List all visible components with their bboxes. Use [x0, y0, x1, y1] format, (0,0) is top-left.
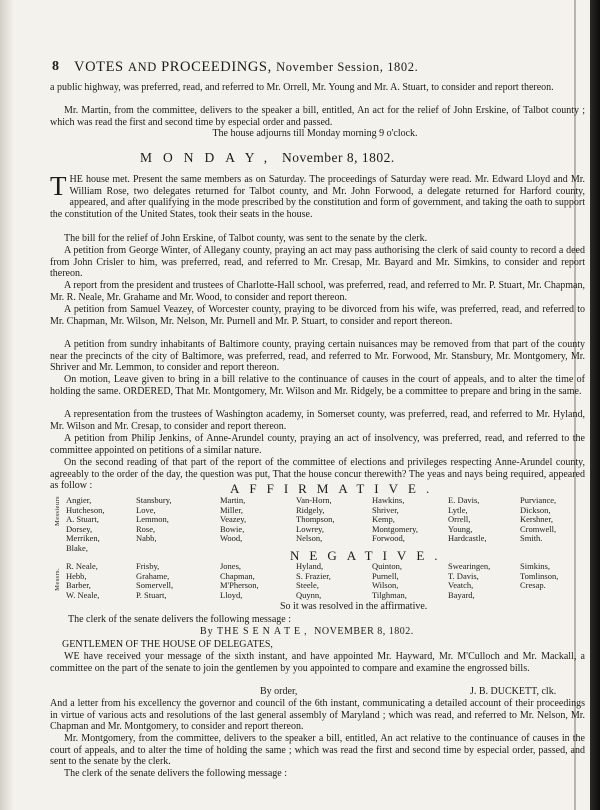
negative-member-name: Barber,: [66, 580, 91, 591]
affirmative-member-name: Orrell,: [448, 514, 471, 525]
negative-member-name: Somervell,: [136, 580, 174, 591]
affirmative-member-name: Dickson,: [520, 504, 551, 515]
page-gutter-shadow: [0, 0, 14, 810]
negative-member-name: Purnell,: [372, 570, 399, 581]
running-head-session: November Session, 1802.: [276, 60, 419, 74]
affirmative-member-name: E. Davis,: [448, 495, 480, 505]
affirmative-member-name: Cromwell,: [520, 523, 557, 534]
affirmative-member-name: Hutcheson,: [66, 504, 105, 515]
negative-column: [220, 562, 259, 600]
affirmative-member-name: Lemmon,: [136, 514, 169, 525]
body-paragraph-10: On the second reading of that part of the report of the committee of elections and privileges respecting Anne-Arundel county, agreeably to the order of the day, the question was put, That the house concur therewith? The yeas and nays being required, appeared as follow :: [50, 457, 585, 492]
day-heading: [140, 150, 395, 166]
messrs-label: Messrs.: [54, 568, 61, 591]
affirmative-member-name: Merriken,: [66, 533, 100, 544]
negative-column: [296, 562, 331, 600]
body-paragraph-2: The bill for the relief of John Erskine, of Talbot county, was sent to the senate by the clerk.: [64, 233, 428, 244]
affirmative-member-name: Kemp,: [372, 514, 395, 525]
affirmative-column: [448, 496, 486, 544]
affirmative-column: [136, 496, 172, 544]
affirmative-member-name: Nabb,: [136, 533, 157, 544]
affirmative-member-name: Lytle,: [448, 504, 468, 515]
body-paragraph-1-text: HE house met. Present the same members as on Saturday. The proceedings of Saturday were read. Mr. Edward Lloyd and Mr. William Rose, two delegates returned for Talbot county, and Mr. John Forwood, a delegate returned for Harford county, appeared, and after qualifying in the mode prescribed by the constitution and form of government, and taking the oath to support the constitution of the United States, took their seats in the house.: [50, 174, 585, 220]
affirmative-member-name: Dorsey,: [66, 523, 93, 534]
negative-member-name: P. Stuart,: [136, 589, 167, 600]
negative-member-name: Quinton,: [372, 561, 402, 571]
negative-column: [66, 562, 99, 600]
day-heading-date: November 8, 1802.: [282, 150, 395, 165]
affirmative-member-name: Ridgely,: [296, 504, 325, 515]
body-paragraph-1: [50, 174, 585, 220]
affirmative-member-name: Forwood,: [372, 533, 405, 544]
affirmative-member-name: Martin,: [220, 495, 246, 505]
negative-member-name: W. Neale,: [66, 589, 100, 600]
negative-member-name: Bayard,: [448, 589, 475, 600]
negative-member-name: Veatch,: [448, 580, 474, 591]
affirmative-member-name: Wood,: [220, 533, 243, 544]
opening-paragraph-2: Mr. Martin, from the committee, delivers to the speaker a bill, entitled, An act for the relief of John Erskine, of Talbot county ; which was read the first and second time by especial order and passed.: [50, 105, 585, 128]
body-paragraph-5: A petition from Samuel Veazey, of Worcester county, praying to be divorced from his wife, was preferred, read, and referred to Mr. Chapman, Mr. Wilson, Mr. Nelson, Mr. Purnell and Mr. P. Stuart, to consider and report thereon.: [50, 304, 585, 327]
affirmative-member-name: Montgomery,: [372, 523, 418, 534]
negative-member-name: S. Frazier,: [296, 570, 331, 581]
affirmative-member-name: Nelson,: [296, 533, 323, 544]
negative-member-name: R. Neale,: [66, 561, 98, 571]
negative-member-name: Wilson,: [372, 580, 399, 591]
page-number: 8: [52, 59, 59, 74]
negative-member-name: Tomlinson,: [520, 570, 559, 581]
affirmative-member-name: Veazey,: [220, 514, 247, 525]
running-head-votes: VOTES: [74, 59, 124, 75]
negative-member-name: Frisby,: [136, 561, 160, 571]
vote-result: So it was resolved in the affirmative.: [280, 601, 428, 612]
negative-member-name: Chapman,: [220, 570, 255, 581]
affirmative-member-name: Kershner,: [520, 514, 553, 525]
negative-column: [520, 562, 558, 591]
affirmative-column: [520, 496, 556, 544]
drop-cap: T: [50, 174, 67, 201]
messieurs-label: Messieurs: [54, 496, 61, 526]
affirmative-member-name: Thompson,: [296, 514, 335, 525]
negative-member-name: Steele,: [296, 580, 319, 591]
body-paragraph-9: A petition from Philip Jenkins, of Anne-Arundel county, praying an act of insolvency, was preferred, read, and referred to the committee appointed on petitions of a similar nature.: [50, 433, 585, 456]
body-paragraph-4: A report from the president and trustees of Charlotte-Hall school, was preferred, read, and referred to Mr. P. Stuart, Mr. Chapman, Mr. R. Neale, Mr. Grahame and Mr. Wood, to consider and report thereon.: [50, 280, 585, 303]
negative-heading: NEGATIVE.: [290, 548, 448, 563]
running-head: [74, 59, 554, 76]
affirmative-column: [296, 496, 335, 544]
affirmative-member-name: Shriver,: [372, 504, 399, 515]
affirmative-member-name: A. Stuart,: [66, 514, 99, 525]
affirmative-member-name: Stansbury,: [136, 495, 172, 505]
body-paragraph-3: A petition from George Winter, of Allegany county, praying an act may pass authorising the clerk of said county to record a deed from John Crisler to him, was preferred, read, and referred to Mr. Cresap, Mr. Bayard and Mr. Simkins, to consider and report thereon.: [50, 245, 585, 280]
negative-member-name: Swearingen,: [448, 561, 491, 571]
negative-member-name: Simkins,: [520, 561, 550, 571]
by-order: By order,: [260, 686, 298, 697]
closing-paragraph-2: Mr. Montgomery, from the committee, delivers to the speaker a bill, entitled, An act relative to the continuance of causes in the court of appeals, and to alter the time of holding the same ; which was read the first and second time by especial order, passed, and sent to the senate by the clerk.: [50, 733, 585, 768]
affirmative-member-name: Miller,: [220, 504, 244, 515]
affirmative-member-name: Purviance,: [520, 495, 557, 505]
affirmative-member-name: Van-Horn,: [296, 495, 332, 505]
adjournment-line: The house adjourns till Monday morning 9 o'clock.: [212, 128, 418, 139]
negative-member-name: M'Pherson,: [220, 580, 259, 591]
affirmative-member-name: Smith.: [520, 533, 543, 544]
senate-message-date: NOVEMBER 8, 1802.: [314, 626, 414, 637]
affirmative-heading: AFFIRMATIVE.: [230, 481, 440, 496]
closing-paragraph-3: The clerk of the senate delivers the following message :: [64, 768, 287, 779]
negative-column: [136, 562, 173, 600]
by-the: By THE: [200, 626, 240, 637]
senate-message-text: WE have received your message of the sixth instant, and have appointed Mr. Hayward, Mr. M'Culloch and Mr. Mackall, a committee on the part of the senate to join the gentlemen by you appointed to compare and examine the engrossed bills.: [50, 651, 585, 674]
negative-column: [372, 562, 407, 600]
affirmative-column: [220, 496, 246, 544]
clerk-signature: J. B. DUCKETT, clk.: [470, 686, 557, 697]
senate-message-intro: The clerk of the senate delivers the following message :: [68, 614, 291, 625]
affirmative-member-name: Hawkins,: [372, 495, 405, 505]
body-paragraph-6: A petition from sundry inhabitants of Baltimore county, praying certain nuisances may be removed from that part of the county near the precincts of the city of Baltimore, was preferred, read, and referred to Mr. Forwood, Mr. Stansbury, Mr. Montgomery, Mr. Shriver and Mr. Lemmon, to consider and report thereon.: [50, 339, 585, 374]
affirmative-member-name: Young,: [448, 523, 473, 534]
negative-column: [448, 562, 490, 600]
negative-member-name: Tilghman,: [372, 589, 407, 600]
affirmative-member-name: Lowrey,: [296, 523, 325, 534]
body-paragraph-7: On motion, Leave given to bring in a bill relative to the continuance of causes in the court of appeals, and to alter the time of holding the same. ORDERED, That Mr. Montgomery, Mr. Wilson and Mr. Ridgely, be a committee to prepare and bring in the same.: [50, 374, 585, 397]
affirmative-member-name: Hardcastle,: [448, 533, 487, 544]
affirmative-member-name: Rose,: [136, 523, 156, 534]
body-paragraph-8: A representation from the trustees of Washington academy, in Somerset county, was preferred, read, and referred to Mr. Hyland, Mr. Wilson and Mr. Cresap, to consider and report thereon.: [50, 409, 585, 432]
senate-word: SENATE,: [242, 626, 311, 637]
page-edge: [590, 0, 600, 810]
negative-member-name: Lloyd,: [220, 589, 243, 600]
negative-member-name: Grahame,: [136, 570, 170, 581]
senate-message-heading: [200, 626, 414, 637]
negative-member-name: Jones,: [220, 561, 242, 571]
negative-member-name: Hyland,: [296, 561, 324, 571]
affirmative-column: [66, 496, 104, 554]
affirmative-member-name: Bowie,: [220, 523, 245, 534]
negative-member-name: Quynn,: [296, 589, 322, 600]
running-head-proceedings: PROCEEDINGS,: [161, 59, 272, 75]
negative-member-name: T. Davis,: [448, 570, 479, 581]
affirmative-member-name: Blake,: [66, 542, 88, 553]
opening-paragraph-1: a public highway, was preferred, read, and referred to Mr. Orrell, Mr. Young and Mr. A. Stuart, to consider and report thereon.: [50, 82, 554, 93]
negative-member-name: Hebb,: [66, 570, 87, 581]
affirmative-member-name: Angier,: [66, 495, 92, 505]
running-head-and: AND: [127, 60, 157, 74]
salutation: GENTLEMEN OF THE HOUSE OF DELEGATES,: [62, 639, 273, 650]
closing-paragraph-1: And a letter from his excellency the governor and council of the 6th instant, communicating a detailed account of their proceedings in virtue of various acts and resolutions of the last general assembly of Maryland ; which was read, and referred to Mr. Nelson, Mr. Chapman and Mr. Montgomery, to consider and report thereon.: [50, 698, 585, 733]
negative-member-name: Cresap.: [520, 580, 546, 591]
day-heading-day: MONDAY,: [140, 150, 279, 165]
affirmative-member-name: Love,: [136, 504, 156, 515]
affirmative-column: [372, 496, 418, 544]
